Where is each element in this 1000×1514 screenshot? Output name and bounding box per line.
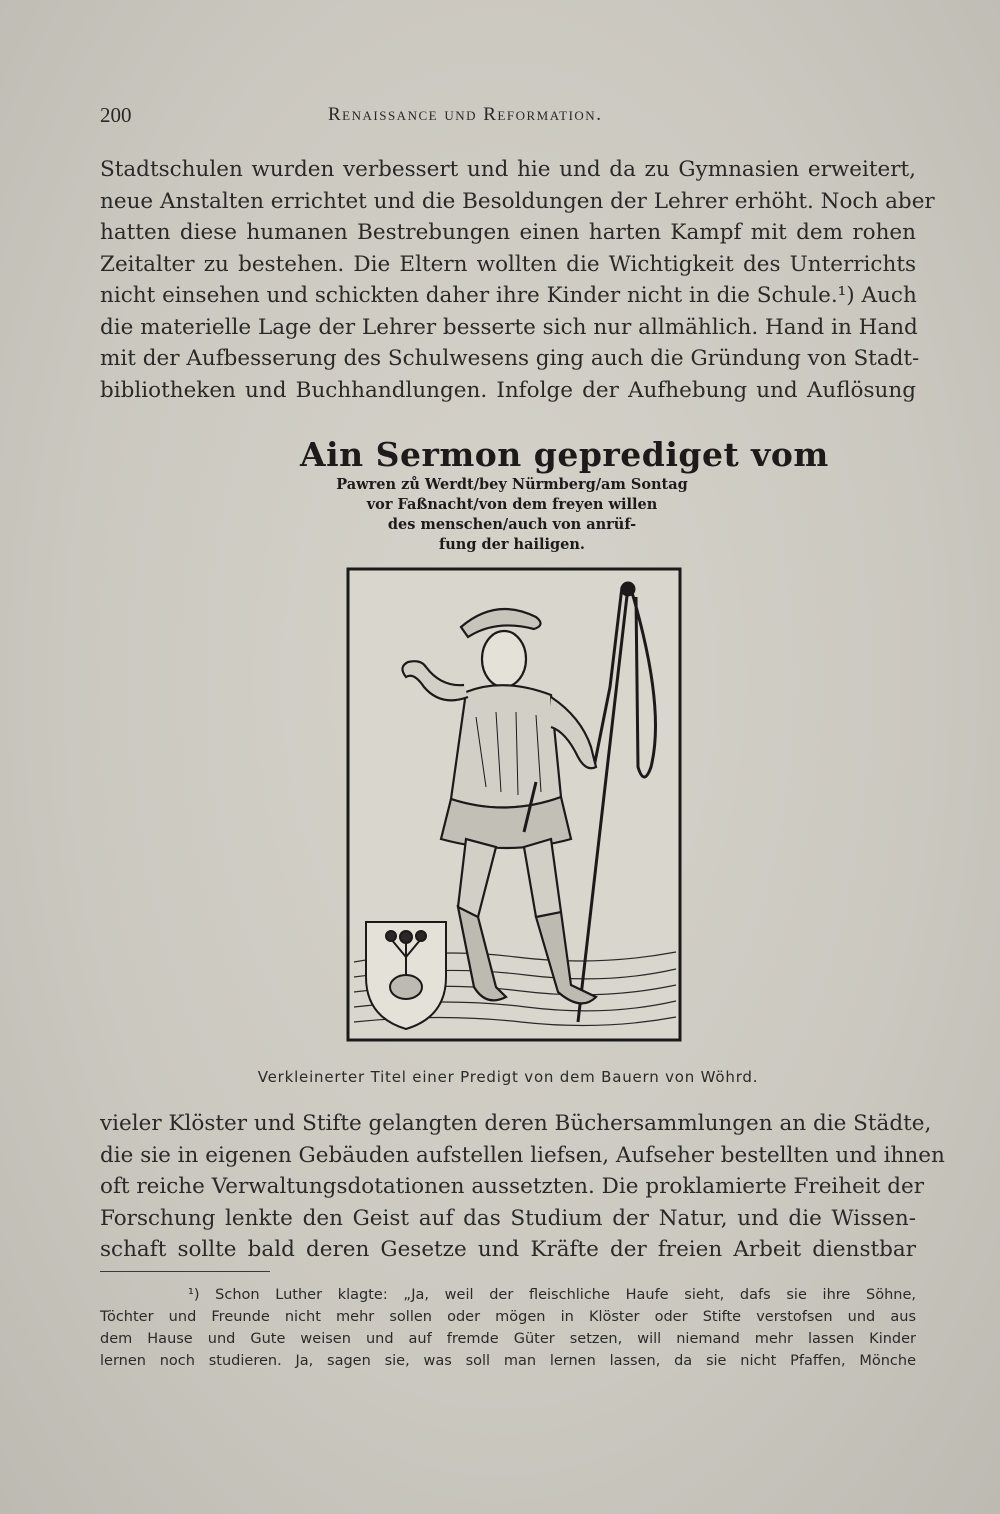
text-line: nicht einsehen und schickten daher ihre Kinder nicht in die Schule.¹) Auch xyxy=(100,283,917,308)
text-line: oft reiche Verwaltungsdotationen aussetzten. Die proklamierte Freiheit der xyxy=(100,1174,924,1199)
coat-of-arms xyxy=(366,922,446,1029)
footnote-divider xyxy=(100,1271,270,1272)
woodcut-title xyxy=(300,435,829,555)
text-line: die materielle Lage der Lehrer besserte sich nur allmählich. Hand in Hand xyxy=(100,314,918,340)
woodcut-title-line: vor Faßnacht/von dem freyen willen xyxy=(366,496,658,513)
text-line: die sie in eigenen Gebäuden aufstellen liefsen, Aufseher bestellten und ihnen xyxy=(100,1142,945,1168)
running-head: Renaissance und Reformation. xyxy=(328,104,603,125)
text-line: Zeitalter zu bestehen. Die Eltern wollten die Wichtigkeit des Unterrichts xyxy=(100,251,916,277)
text-line: Forschung lenkte den Geist auf das Studium der Natur, und die Wissen- xyxy=(100,1205,916,1231)
woodcut-title-line: Ain Sermon geprediget vom xyxy=(300,435,829,474)
footnote-line: ¹) Schon Luther klagte: „Ja, weil der fleischliche Haufe sieht, dafs sie ihre Söhne, xyxy=(188,1287,916,1303)
footnote-line: dem Hause und Gute weisen und auf fremde Güter setzen, will niemand mehr lassen Kinder xyxy=(100,1331,916,1347)
text-line: schaft sollte bald deren Gesetze und Kräfte der freien Arbeit dienstbar xyxy=(100,1237,916,1262)
text-line: vieler Klöster und Stifte gelangten deren Büchersammlungen an die Städte, xyxy=(100,1111,932,1136)
page-number: 200 xyxy=(100,103,132,127)
footnote-line: lernen noch studieren. Ja, sagen sie, was soll man lernen lassen, da sie nicht Pfaffen, Mönche xyxy=(100,1353,916,1369)
woodcut-illustration xyxy=(346,567,682,1042)
woodcut-title-line: Pawren zů Werdt/bey Nürmberg/am Sontag xyxy=(336,476,688,493)
woodcut-title-line: fung der hailigen. xyxy=(439,536,585,553)
text-line: bibliotheken und Buchhandlungen. Infolge der Aufhebung und Auflösung xyxy=(100,377,916,403)
figure-caption: Verkleinerter Titel einer Predigt von dem Bauern von Wöhrd. xyxy=(257,1068,759,1086)
text-line: neue Anstalten errichtet und die Besoldungen der Lehrer erhöht. Noch aber xyxy=(100,188,935,214)
footnote-line: Töchter und Freunde nicht mehr sollen oder mögen in Klöster oder Stifte verstofsen und aus xyxy=(100,1309,916,1325)
text-line: mit der Aufbesserung des Schulwesens ging auch die Gründung von Stadt- xyxy=(100,346,920,371)
body-text-bottom xyxy=(100,1108,945,1266)
text-line: Stadtschulen wurden verbessert und hie und da zu Gymnasien erweitert, xyxy=(100,157,916,182)
body-text-top xyxy=(100,154,935,406)
text-line: hatten diese humanen Bestrebungen einen harten Kampf mit dem rohen xyxy=(100,220,916,245)
woodcut-title-line: des menschen/auch von anrüf- xyxy=(387,516,637,533)
footnote xyxy=(100,1284,916,1372)
